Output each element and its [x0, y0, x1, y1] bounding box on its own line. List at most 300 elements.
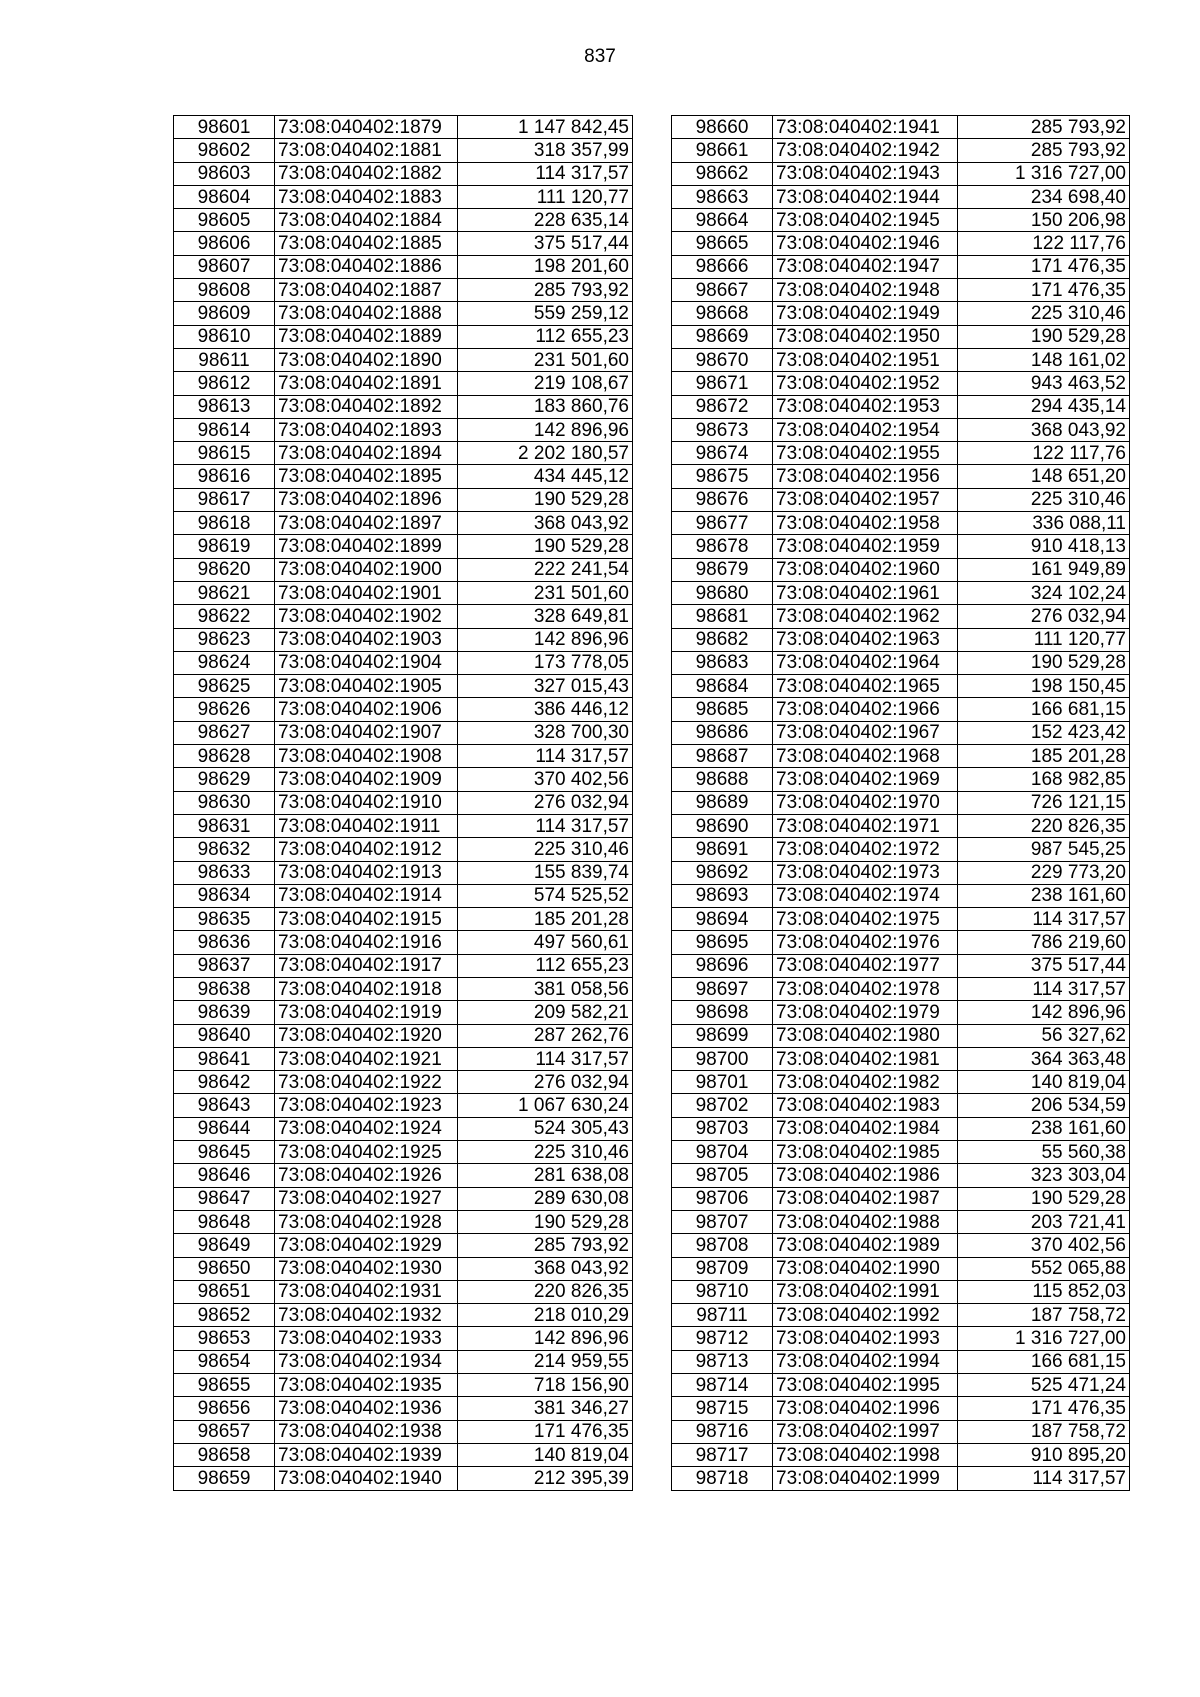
cadastral-number-cell: 73:08:040402:1928 — [275, 1210, 458, 1233]
cadastral-number-cell: 73:08:040402:1987 — [773, 1187, 958, 1210]
value-cell: 198 150,45 — [958, 675, 1130, 698]
cadastral-number-cell: 73:08:040402:1913 — [275, 861, 458, 884]
record-number-cell: 98638 — [174, 977, 275, 1000]
cadastral-number-cell: 73:08:040402:1955 — [773, 442, 958, 465]
value-cell: 786 219,60 — [958, 931, 1130, 954]
value-cell: 229 773,20 — [958, 861, 1130, 884]
value-cell: 171 476,35 — [958, 279, 1130, 302]
value-cell: 56 327,62 — [958, 1024, 1130, 1047]
table-row — [672, 1257, 1130, 1280]
record-number-cell: 98649 — [174, 1234, 275, 1257]
record-number-cell: 98666 — [672, 255, 773, 278]
cadastral-number-cell: 73:08:040402:1996 — [773, 1397, 958, 1420]
cadastral-number-cell: 73:08:040402:1964 — [773, 651, 958, 674]
table-row — [672, 232, 1130, 255]
record-number-cell: 98648 — [174, 1210, 275, 1233]
value-cell: 497 560,61 — [458, 931, 633, 954]
cadastral-number-cell: 73:08:040402:1931 — [275, 1280, 458, 1303]
record-number-cell: 98701 — [672, 1071, 773, 1094]
cadastral-number-cell: 73:08:040402:1881 — [275, 139, 458, 162]
value-cell: 386 446,12 — [458, 698, 633, 721]
table-row — [672, 348, 1130, 371]
record-number-cell: 98606 — [174, 232, 275, 255]
page-number: 837 — [584, 46, 616, 67]
table-row — [174, 745, 633, 768]
record-number-cell: 98603 — [174, 162, 275, 185]
right-table-body — [672, 116, 1130, 1491]
cadastral-number-cell: 73:08:040402:1973 — [773, 861, 958, 884]
value-cell: 203 721,41 — [958, 1210, 1130, 1233]
record-number-cell: 98704 — [672, 1141, 773, 1164]
table-row — [672, 1210, 1130, 1233]
cadastral-number-cell: 73:08:040402:1923 — [275, 1094, 458, 1117]
record-number-cell: 98696 — [672, 954, 773, 977]
table-row — [672, 1397, 1130, 1420]
value-cell: 209 582,21 — [458, 1001, 633, 1024]
cadastral-number-cell: 73:08:040402:1986 — [773, 1164, 958, 1187]
table-row — [174, 1234, 633, 1257]
record-number-cell: 98612 — [174, 372, 275, 395]
cadastral-number-cell: 73:08:040402:1939 — [275, 1443, 458, 1466]
value-cell: 238 161,60 — [958, 884, 1130, 907]
table-row — [174, 1071, 633, 1094]
record-number-cell: 98668 — [672, 302, 773, 325]
value-cell: 142 896,96 — [458, 1327, 633, 1350]
cadastral-number-cell: 73:08:040402:1920 — [275, 1024, 458, 1047]
table-row — [174, 162, 633, 185]
cadastral-number-cell: 73:08:040402:1962 — [773, 605, 958, 628]
cadastral-number-cell: 73:08:040402:1929 — [275, 1234, 458, 1257]
table-row — [672, 1350, 1130, 1373]
record-number-cell: 98624 — [174, 651, 275, 674]
table-row — [174, 1280, 633, 1303]
record-number-cell: 98636 — [174, 931, 275, 954]
value-cell: 327 015,43 — [458, 675, 633, 698]
cadastral-number-cell: 73:08:040402:1983 — [773, 1094, 958, 1117]
table-row — [174, 605, 633, 628]
table-row — [672, 1094, 1130, 1117]
cadastral-number-cell: 73:08:040402:1997 — [773, 1420, 958, 1443]
record-number-cell: 98628 — [174, 745, 275, 768]
table-row — [174, 535, 633, 558]
value-cell: 206 534,59 — [958, 1094, 1130, 1117]
record-number-cell: 98663 — [672, 185, 773, 208]
record-number-cell: 98653 — [174, 1327, 275, 1350]
table-row — [174, 1164, 633, 1187]
value-cell: 574 525,52 — [458, 884, 633, 907]
table-row — [174, 558, 633, 581]
record-number-cell: 98674 — [672, 442, 773, 465]
table-row — [174, 1304, 633, 1327]
cadastral-number-cell: 73:08:040402:1918 — [275, 977, 458, 1000]
cadastral-number-cell: 73:08:040402:1899 — [275, 535, 458, 558]
record-number-cell: 98655 — [174, 1374, 275, 1397]
value-cell: 987 545,25 — [958, 838, 1130, 861]
left-table — [173, 115, 633, 1491]
record-number-cell: 98652 — [174, 1304, 275, 1327]
cadastral-number-cell: 73:08:040402:1885 — [275, 232, 458, 255]
value-cell: 375 517,44 — [958, 954, 1130, 977]
value-cell: 173 778,05 — [458, 651, 633, 674]
value-cell: 115 852,03 — [958, 1280, 1130, 1303]
table-row — [672, 1164, 1130, 1187]
table-row — [672, 302, 1130, 325]
cadastral-number-cell: 73:08:040402:1895 — [275, 465, 458, 488]
cadastral-number-cell: 73:08:040402:1943 — [773, 162, 958, 185]
record-number-cell: 98670 — [672, 348, 773, 371]
cadastral-number-cell: 73:08:040402:1985 — [773, 1141, 958, 1164]
table-row — [174, 1397, 633, 1420]
table-row — [672, 558, 1130, 581]
table-row — [174, 791, 633, 814]
value-cell: 324 102,24 — [958, 581, 1130, 604]
value-cell: 222 241,54 — [458, 558, 633, 581]
record-number-cell: 98621 — [174, 581, 275, 604]
cadastral-number-cell: 73:08:040402:1926 — [275, 1164, 458, 1187]
record-number-cell: 98650 — [174, 1257, 275, 1280]
table-row — [174, 1117, 633, 1140]
table-row — [174, 581, 633, 604]
value-cell: 370 402,56 — [458, 768, 633, 791]
cadastral-number-cell: 73:08:040402:1892 — [275, 395, 458, 418]
value-cell: 225 310,46 — [458, 838, 633, 861]
table-row — [672, 768, 1130, 791]
table-row — [672, 1280, 1130, 1303]
table-row — [174, 838, 633, 861]
record-number-cell: 98714 — [672, 1374, 773, 1397]
record-number-cell: 98703 — [672, 1117, 773, 1140]
record-number-cell: 98705 — [672, 1164, 773, 1187]
table-row — [174, 185, 633, 208]
value-cell: 142 896,96 — [958, 1001, 1130, 1024]
table-row — [174, 1350, 633, 1373]
record-number-cell: 98702 — [672, 1094, 773, 1117]
record-number-cell: 98644 — [174, 1117, 275, 1140]
record-number-cell: 98617 — [174, 488, 275, 511]
record-number-cell: 98688 — [672, 768, 773, 791]
value-cell: 368 043,92 — [458, 1257, 633, 1280]
table-row — [174, 139, 633, 162]
value-cell: 212 395,39 — [458, 1467, 633, 1490]
table-row — [672, 1047, 1130, 1070]
record-number-cell: 98692 — [672, 861, 773, 884]
value-cell: 114 317,57 — [458, 814, 633, 837]
value-cell: 114 317,57 — [958, 1467, 1130, 1490]
cadastral-number-cell: 73:08:040402:1945 — [773, 209, 958, 232]
value-cell: 166 681,15 — [958, 698, 1130, 721]
cadastral-number-cell: 73:08:040402:1954 — [773, 418, 958, 441]
record-number-cell: 98660 — [672, 116, 773, 139]
cadastral-number-cell: 73:08:040402:1909 — [275, 768, 458, 791]
value-cell: 155 839,74 — [458, 861, 633, 884]
record-number-cell: 98633 — [174, 861, 275, 884]
value-cell: 161 949,89 — [958, 558, 1130, 581]
value-cell: 225 310,46 — [458, 1141, 633, 1164]
value-cell: 285 793,92 — [458, 1234, 633, 1257]
cadastral-number-cell: 73:08:040402:1951 — [773, 348, 958, 371]
cadastral-number-cell: 73:08:040402:1893 — [275, 418, 458, 441]
table-row — [672, 1443, 1130, 1466]
value-cell: 368 043,92 — [958, 418, 1130, 441]
record-number-cell: 98654 — [174, 1350, 275, 1373]
record-number-cell: 98632 — [174, 838, 275, 861]
table-row — [672, 1024, 1130, 1047]
table-row — [672, 488, 1130, 511]
record-number-cell: 98691 — [672, 838, 773, 861]
value-cell: 185 201,28 — [958, 745, 1130, 768]
value-cell: 219 108,67 — [458, 372, 633, 395]
cadastral-number-cell: 73:08:040402:1925 — [275, 1141, 458, 1164]
value-cell: 336 088,11 — [958, 512, 1130, 535]
record-number-cell: 98615 — [174, 442, 275, 465]
table-row — [174, 325, 633, 348]
cadastral-number-cell: 73:08:040402:1995 — [773, 1374, 958, 1397]
value-cell: 285 793,92 — [458, 279, 633, 302]
value-cell: 111 120,77 — [458, 185, 633, 208]
table-row — [672, 861, 1130, 884]
value-cell: 943 463,52 — [958, 372, 1130, 395]
table-row — [672, 675, 1130, 698]
cadastral-number-cell: 73:08:040402:1998 — [773, 1443, 958, 1466]
cadastral-number-cell: 73:08:040402:1905 — [275, 675, 458, 698]
value-cell: 140 819,04 — [958, 1071, 1130, 1094]
record-number-cell: 98620 — [174, 558, 275, 581]
cadastral-number-cell: 73:08:040402:1961 — [773, 581, 958, 604]
table-row — [672, 1467, 1130, 1490]
record-number-cell: 98640 — [174, 1024, 275, 1047]
record-number-cell: 98637 — [174, 954, 275, 977]
cadastral-number-cell: 73:08:040402:1966 — [773, 698, 958, 721]
record-number-cell: 98647 — [174, 1187, 275, 1210]
value-cell: 190 529,28 — [958, 325, 1130, 348]
table-row — [672, 209, 1130, 232]
cadastral-number-cell: 73:08:040402:1896 — [275, 488, 458, 511]
table-row — [174, 512, 633, 535]
table-row — [672, 1117, 1130, 1140]
value-cell: 55 560,38 — [958, 1141, 1130, 1164]
table-row — [174, 302, 633, 325]
value-cell: 142 896,96 — [458, 418, 633, 441]
cadastral-number-cell: 73:08:040402:1927 — [275, 1187, 458, 1210]
cadastral-number-cell: 73:08:040402:1884 — [275, 209, 458, 232]
table-row — [672, 535, 1130, 558]
cadastral-number-cell: 73:08:040402:1932 — [275, 1304, 458, 1327]
cadastral-number-cell: 73:08:040402:1968 — [773, 745, 958, 768]
value-cell: 285 793,92 — [958, 139, 1130, 162]
table-row — [672, 581, 1130, 604]
right-table — [671, 115, 1130, 1491]
table-row — [672, 884, 1130, 907]
cadastral-number-cell: 73:08:040402:1978 — [773, 977, 958, 1000]
record-number-cell: 98627 — [174, 721, 275, 744]
record-number-cell: 98683 — [672, 651, 773, 674]
cadastral-number-cell: 73:08:040402:1907 — [275, 721, 458, 744]
record-number-cell: 98689 — [672, 791, 773, 814]
value-cell: 171 476,35 — [958, 255, 1130, 278]
record-number-cell: 98605 — [174, 209, 275, 232]
table-row — [672, 395, 1130, 418]
table-row — [672, 185, 1130, 208]
value-cell: 171 476,35 — [958, 1397, 1130, 1420]
table-row — [174, 814, 633, 837]
cadastral-number-cell: 73:08:040402:1883 — [275, 185, 458, 208]
table-row — [174, 628, 633, 651]
table-row — [174, 651, 633, 674]
record-number-cell: 98629 — [174, 768, 275, 791]
table-row — [672, 814, 1130, 837]
cadastral-number-cell: 73:08:040402:1886 — [275, 255, 458, 278]
cadastral-number-cell: 73:08:040402:1921 — [275, 1047, 458, 1070]
value-cell: 148 651,20 — [958, 465, 1130, 488]
value-cell: 187 758,72 — [958, 1304, 1130, 1327]
table-row — [174, 255, 633, 278]
table-row — [672, 1420, 1130, 1443]
value-cell: 364 363,48 — [958, 1047, 1130, 1070]
record-number-cell: 98679 — [672, 558, 773, 581]
value-cell: 218 010,29 — [458, 1304, 633, 1327]
table-row — [672, 698, 1130, 721]
table-row — [672, 255, 1130, 278]
value-cell: 166 681,15 — [958, 1350, 1130, 1373]
record-number-cell: 98604 — [174, 185, 275, 208]
cadastral-number-cell: 73:08:040402:1882 — [275, 162, 458, 185]
record-number-cell: 98611 — [174, 348, 275, 371]
record-number-cell: 98664 — [672, 209, 773, 232]
cadastral-number-cell: 73:08:040402:1953 — [773, 395, 958, 418]
table-row — [672, 721, 1130, 744]
record-number-cell: 98684 — [672, 675, 773, 698]
value-cell: 1 067 630,24 — [458, 1094, 633, 1117]
value-cell: 1 316 727,00 — [958, 1327, 1130, 1350]
cadastral-number-cell: 73:08:040402:1944 — [773, 185, 958, 208]
table-row — [174, 1210, 633, 1233]
value-cell: 114 317,57 — [458, 1047, 633, 1070]
table-row — [672, 279, 1130, 302]
table-row — [174, 1467, 633, 1490]
cadastral-number-cell: 73:08:040402:1958 — [773, 512, 958, 535]
table-row — [174, 1187, 633, 1210]
table-row — [174, 1024, 633, 1047]
value-cell: 112 655,23 — [458, 954, 633, 977]
table-row — [174, 418, 633, 441]
cadastral-number-cell: 73:08:040402:1903 — [275, 628, 458, 651]
table-row — [672, 512, 1130, 535]
cadastral-number-cell: 73:08:040402:1933 — [275, 1327, 458, 1350]
record-number-cell: 98662 — [672, 162, 773, 185]
cadastral-number-cell: 73:08:040402:1979 — [773, 1001, 958, 1024]
value-cell: 114 317,57 — [958, 908, 1130, 931]
table-row — [672, 1234, 1130, 1257]
value-cell: 368 043,92 — [458, 512, 633, 535]
value-cell: 1 316 727,00 — [958, 162, 1130, 185]
cadastral-number-cell: 73:08:040402:1901 — [275, 581, 458, 604]
value-cell: 525 471,24 — [958, 1374, 1130, 1397]
record-number-cell: 98641 — [174, 1047, 275, 1070]
record-number-cell: 98635 — [174, 908, 275, 931]
record-number-cell: 98607 — [174, 255, 275, 278]
value-cell: 375 517,44 — [458, 232, 633, 255]
value-cell: 323 303,04 — [958, 1164, 1130, 1187]
record-number-cell: 98642 — [174, 1071, 275, 1094]
value-cell: 370 402,56 — [958, 1234, 1130, 1257]
cadastral-number-cell: 73:08:040402:1957 — [773, 488, 958, 511]
record-number-cell: 98634 — [174, 884, 275, 907]
record-number-cell: 98700 — [672, 1047, 773, 1070]
record-number-cell: 98706 — [672, 1187, 773, 1210]
record-number-cell: 98697 — [672, 977, 773, 1000]
record-number-cell: 98709 — [672, 1257, 773, 1280]
cadastral-number-cell: 73:08:040402:1982 — [773, 1071, 958, 1094]
cadastral-number-cell: 73:08:040402:1879 — [275, 116, 458, 139]
cadastral-number-cell: 73:08:040402:1988 — [773, 1210, 958, 1233]
cadastral-number-cell: 73:08:040402:1919 — [275, 1001, 458, 1024]
cadastral-number-cell: 73:08:040402:1889 — [275, 325, 458, 348]
record-number-cell: 98614 — [174, 418, 275, 441]
cadastral-number-cell: 73:08:040402:1934 — [275, 1350, 458, 1373]
record-number-cell: 98677 — [672, 512, 773, 535]
cadastral-number-cell: 73:08:040402:1906 — [275, 698, 458, 721]
value-cell: 142 896,96 — [458, 628, 633, 651]
record-number-cell: 98675 — [672, 465, 773, 488]
table-row — [672, 954, 1130, 977]
record-number-cell: 98610 — [174, 325, 275, 348]
record-number-cell: 98625 — [174, 675, 275, 698]
table-row — [672, 139, 1130, 162]
table-row — [672, 651, 1130, 674]
value-cell: 122 117,76 — [958, 442, 1130, 465]
record-number-cell: 98690 — [672, 814, 773, 837]
record-number-cell: 98693 — [672, 884, 773, 907]
record-number-cell: 98661 — [672, 139, 773, 162]
value-cell: 524 305,43 — [458, 1117, 633, 1140]
value-cell: 112 655,23 — [458, 325, 633, 348]
value-cell: 114 317,57 — [958, 977, 1130, 1000]
record-number-cell: 98681 — [672, 605, 773, 628]
record-number-cell: 98631 — [174, 814, 275, 837]
value-cell: 238 161,60 — [958, 1117, 1130, 1140]
table-row — [672, 465, 1130, 488]
table-row — [672, 1071, 1130, 1094]
record-number-cell: 98656 — [174, 1397, 275, 1420]
cadastral-number-cell: 73:08:040402:1949 — [773, 302, 958, 325]
record-number-cell: 98682 — [672, 628, 773, 651]
record-number-cell: 98716 — [672, 1420, 773, 1443]
table-row — [174, 768, 633, 791]
value-cell: 220 826,35 — [958, 814, 1130, 837]
table-row — [672, 325, 1130, 348]
cadastral-number-cell: 73:08:040402:1950 — [773, 325, 958, 348]
table-row — [174, 395, 633, 418]
table-row — [174, 721, 633, 744]
cadastral-number-cell: 73:08:040402:1890 — [275, 348, 458, 371]
cadastral-number-cell: 73:08:040402:1948 — [773, 279, 958, 302]
value-cell: 220 826,35 — [458, 1280, 633, 1303]
cadastral-number-cell: 73:08:040402:1888 — [275, 302, 458, 325]
cadastral-number-cell: 73:08:040402:1941 — [773, 116, 958, 139]
value-cell: 718 156,90 — [458, 1374, 633, 1397]
table-row — [672, 745, 1130, 768]
record-number-cell: 98695 — [672, 931, 773, 954]
table-row — [174, 1094, 633, 1117]
table-row — [174, 442, 633, 465]
cadastral-number-cell: 73:08:040402:1967 — [773, 721, 958, 744]
record-number-cell: 98659 — [174, 1467, 275, 1490]
table-row — [672, 1001, 1130, 1024]
cadastral-number-cell: 73:08:040402:1971 — [773, 814, 958, 837]
table-row — [174, 1420, 633, 1443]
value-cell: 381 058,56 — [458, 977, 633, 1000]
left-table-body — [174, 116, 633, 1491]
